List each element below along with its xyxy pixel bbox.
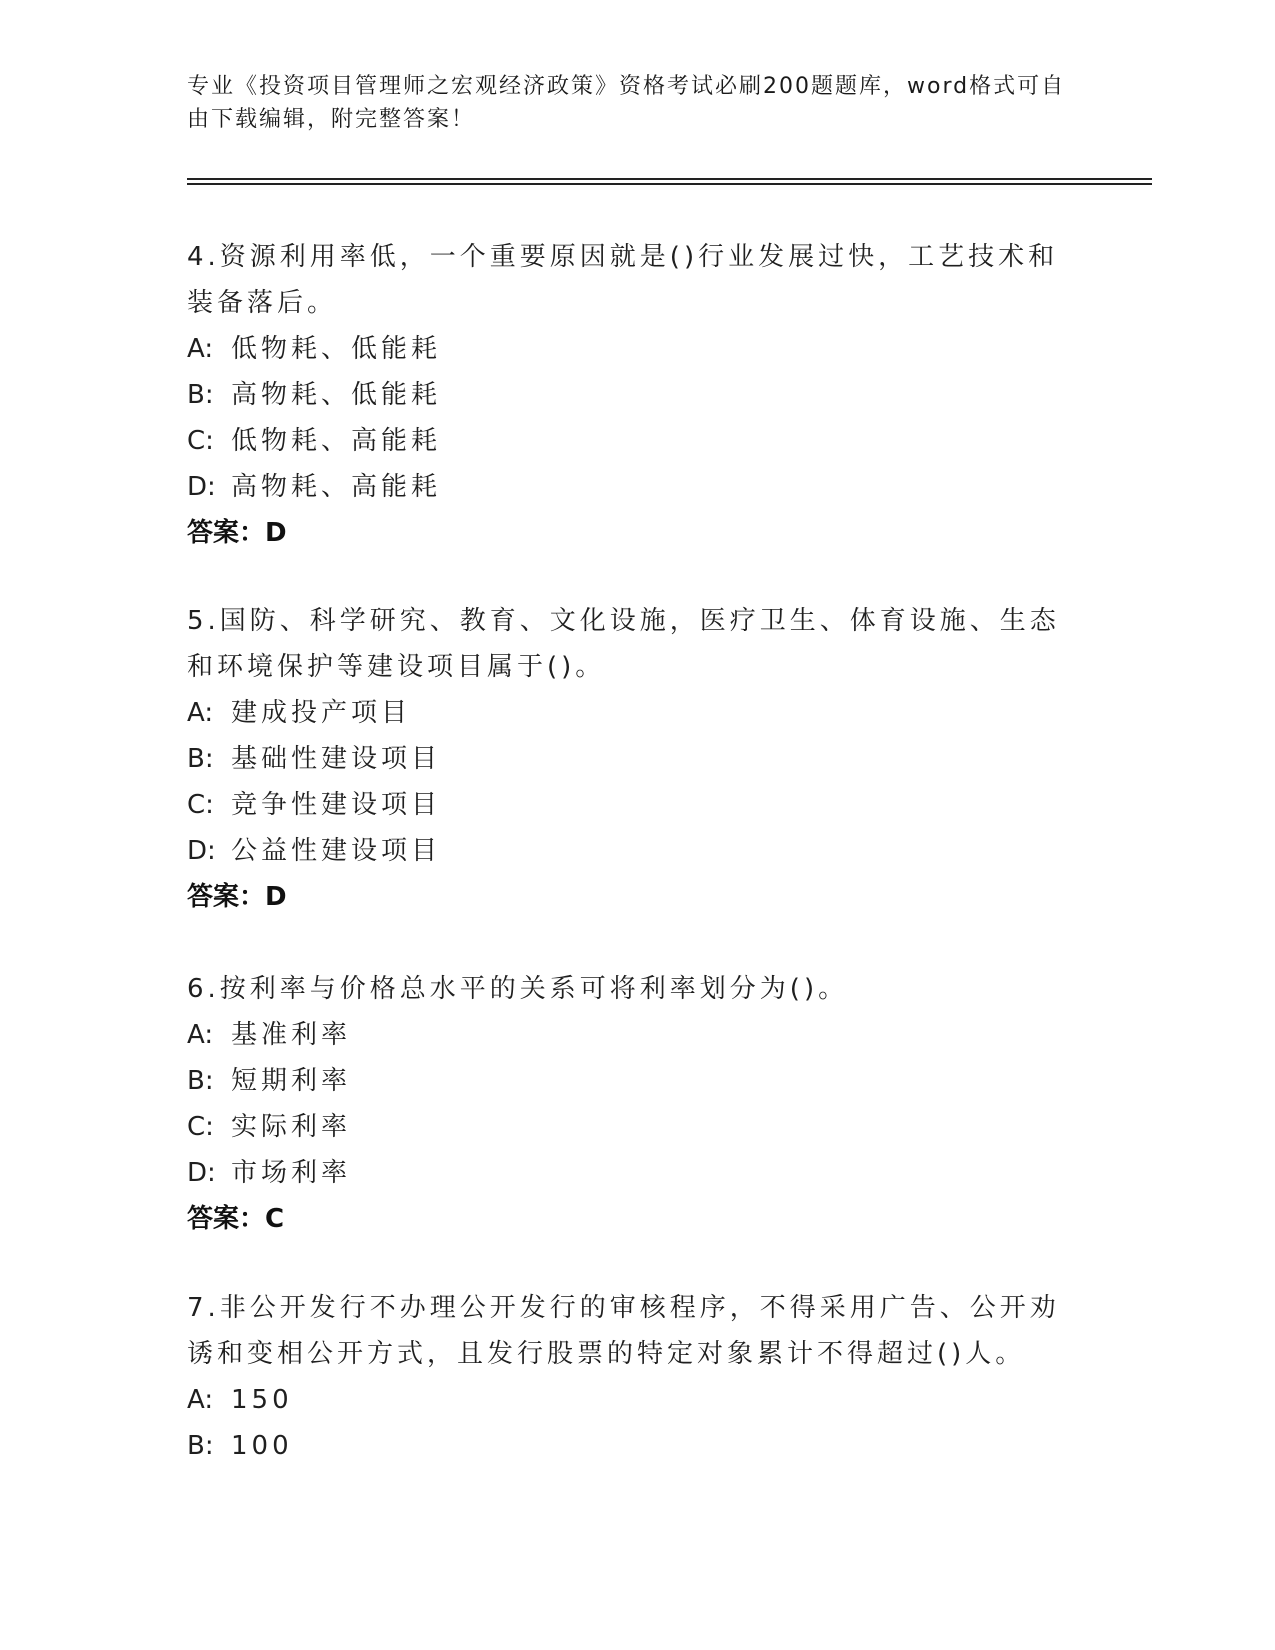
question-stem: 5.国防、科学研究、教育、文化设施，医疗卫生、体育设施、生态和环境保护等建设项目属于()。	[187, 606, 1060, 682]
option-d	[187, 1150, 1067, 1196]
option-text: 100	[231, 1431, 293, 1461]
option-text: 竞争性建设项目	[231, 790, 442, 820]
option-d	[187, 464, 1067, 510]
option-a	[187, 326, 1067, 372]
option-text: 建成投产项目	[231, 698, 412, 728]
option-a	[187, 1012, 1067, 1058]
option-key: D:	[187, 472, 216, 502]
option-text: 市场利率	[231, 1158, 352, 1188]
option-a	[187, 690, 1067, 736]
option-text: 150	[231, 1385, 293, 1415]
header-rule-top	[187, 178, 1152, 180]
option-text: 实际利率	[231, 1112, 352, 1142]
option-text: 基准利率	[231, 1020, 352, 1050]
question-stem: 4.资源利用率低，一个重要原因就是()行业发展过快，工艺技术和装备落后。	[187, 242, 1059, 318]
option-key: A:	[187, 1385, 214, 1415]
option-text: 高物耗、低能耗	[231, 380, 442, 410]
option-b	[187, 1058, 1067, 1104]
option-b	[187, 736, 1067, 782]
document-header: 专业《投资项目管理师之宏观经济政策》资格考试必刷200题题库，word格式可自由下载编辑，附完整答案！	[187, 74, 1066, 132]
option-key: C:	[187, 1112, 214, 1142]
option-text: 基础性建设项目	[231, 744, 442, 774]
option-text: 低物耗、低能耗	[231, 334, 442, 364]
option-text: 短期利率	[231, 1066, 352, 1096]
answer-line: 答案：C	[187, 1204, 285, 1234]
option-d	[187, 828, 1067, 874]
option-b	[187, 1423, 1067, 1469]
option-text: 高物耗、高能耗	[231, 472, 442, 502]
option-key: D:	[187, 836, 216, 866]
option-key: D:	[187, 1158, 216, 1188]
option-c	[187, 1104, 1067, 1150]
option-key: C:	[187, 426, 214, 456]
option-key: B:	[187, 1066, 214, 1096]
option-text: 低物耗、高能耗	[231, 426, 442, 456]
option-key: C:	[187, 790, 214, 820]
question-4	[187, 234, 1067, 556]
answer-line: 答案：D	[187, 882, 287, 912]
option-c	[187, 782, 1067, 828]
question-7	[187, 1285, 1067, 1469]
option-text: 公益性建设项目	[231, 836, 442, 866]
option-key: A:	[187, 698, 214, 728]
option-a	[187, 1377, 1067, 1423]
option-key: B:	[187, 1431, 214, 1461]
option-key: A:	[187, 1020, 214, 1050]
option-key: B:	[187, 380, 214, 410]
option-key: A:	[187, 334, 214, 364]
header-rule-bottom	[187, 183, 1152, 185]
question-6	[187, 966, 1067, 1242]
option-b	[187, 372, 1067, 418]
answer-line: 答案：D	[187, 518, 287, 548]
option-c	[187, 418, 1067, 464]
question-stem: 6.按利率与价格总水平的关系可将利率划分为()。	[187, 974, 849, 1004]
question-5	[187, 598, 1067, 920]
question-stem: 7.非公开发行不办理公开发行的审核程序，不得采用广告、公开劝诱和变相公开方式，且发行股票的特定对象累计不得超过()人。	[187, 1293, 1060, 1369]
option-key: B:	[187, 744, 214, 774]
